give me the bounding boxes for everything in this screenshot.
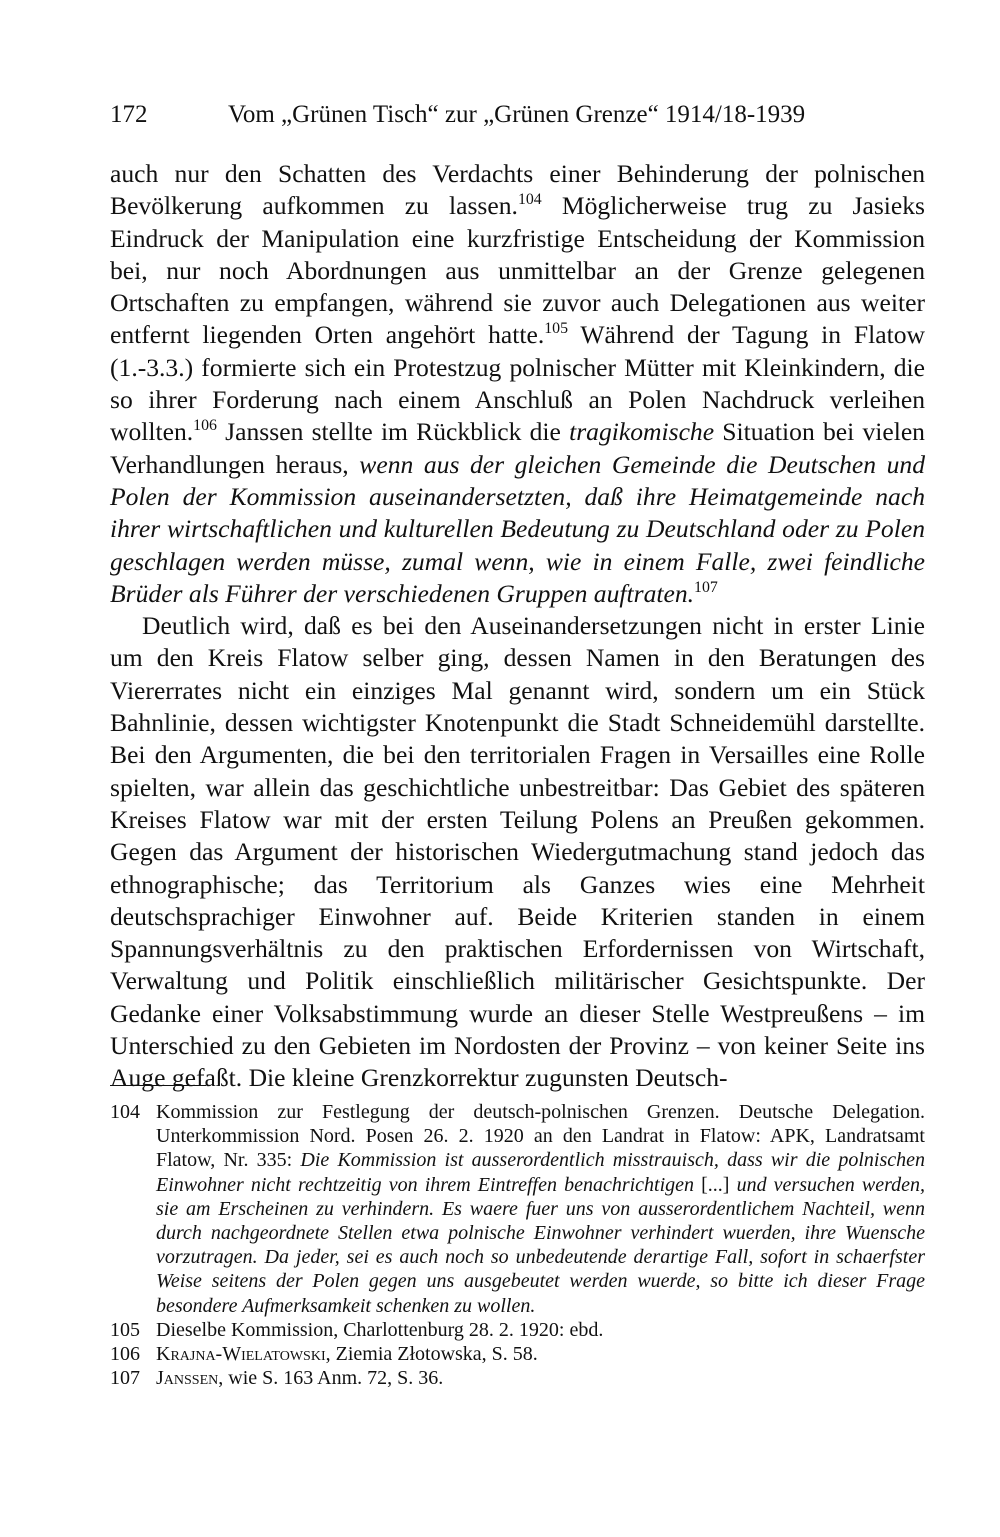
footnote-number: 105 bbox=[110, 1318, 140, 1341]
footnotes bbox=[110, 1100, 925, 1390]
text-run: Während der Tagung in Flatow (1.-3.3.) formierte sich ein Protestzug polnischer Mütter mit Kleinkindern, die so ihrer Forderung nach einem Anschluß an Polen Nachdruck verleihen wollten. bbox=[110, 320, 925, 447]
text-run: auch nur den Schatten des Verdachts einer Behinderung der polnischen Bevölkerung aufkommen zu lassen. bbox=[110, 159, 925, 221]
text-run: , Ziemia Złotowska, S. 58. bbox=[325, 1343, 538, 1366]
footnote-text bbox=[156, 1366, 925, 1390]
footnote-ref-104[interactable]: 104 bbox=[517, 191, 542, 209]
footnote-number: 107 bbox=[110, 1367, 140, 1390]
footnote-text: Dieselbe Kommission, Charlottenburg 28. 2. 1920: ebd. bbox=[156, 1318, 604, 1341]
running-header bbox=[110, 100, 900, 130]
footnote-text bbox=[156, 1342, 925, 1366]
text-run: Kommission zur Festlegung der deutsch-polnischen Grenzen. Deutsche Delegation. Unterkommission Nord. Posen 26. 2. 1920 an den Landrat in Flatow: APK, Landratsamt Flatow, Nr. 335: bbox=[156, 1101, 925, 1172]
footnote-106 bbox=[110, 1342, 925, 1366]
footnote-ref-106[interactable]: 106 bbox=[193, 417, 217, 435]
text-run: Situation bei vielen Verhandlungen heraus, bbox=[110, 417, 925, 479]
footnote-divider bbox=[110, 1085, 206, 1086]
text-run: Janssen stellte im Rückblick die bbox=[216, 417, 570, 447]
ellipsis: [...] bbox=[694, 1173, 737, 1196]
author-name: Janssen bbox=[156, 1367, 219, 1390]
footnote-text bbox=[156, 1100, 925, 1318]
italic-quote: wenn aus der gleichen Gemeinde die Deutschen und Polen der Kommission auseinandersetzten, daß ihre Heimatgemeinde nach ihrer wirtschaftlichen und kulturellen Bedeutung zu Deutschland oder zu Polen geschlagen werden müsse, zumal wenn, wie in einem Falle, zwei feindliche Brüder als Führer der verschiedenen Gruppen auftraten. bbox=[110, 449, 926, 608]
paragraph-2: Deutlich wird, daß es bei den Auseinandersetzungen nicht in erster Linie um den Kreis Flatow selber ging, dessen Namen in den Beratungen des Viererrates nicht ein einziges Mal genannt wird, sondern um ein Stück Bahnlinie, dessen wichtigster Knotenpunkt die Stadt Schneidemühl darstellte. Bei den Argumenten, die bei den territorialen Fragen in Versailles eine Rolle spielten, war allein das geschichtliche unbestreitbar: Das Gebiet des späteren Kreises Flatow war mit der ersten Teilung Polens an Preußen gekommen. Gegen das Argument der historischen Wiedergutmachung stand jedoch das ethnographische; das Territorium als Ganzes wies eine Mehrheit deutschsprachiger Einwohner auf. Beide Kriterien standen in einem Spannungsverhältnis zu den praktischen Erfordernissen von Wirtschaft, Verwaltung und Politik einschließlich militärischer Gesichtspunkte. Der Gedanke einer Volksabstimmung wurde an dieser Stelle Westpreußens – im Unterschied zu den Gebieten im Nordosten der Provinz – von keiner Seite ins Auge gefaßt. Die kleine Grenzkorrektur zugunsten Deutsch- bbox=[110, 611, 925, 1093]
running-title: Vom „Grünen Tisch“ zur „Grünen Grenze“ 1914/18-1939 bbox=[228, 101, 806, 128]
footnote-ref-107[interactable]: 107 bbox=[694, 579, 718, 597]
footnote-number: 104 bbox=[110, 1101, 140, 1123]
footnote-105 bbox=[110, 1318, 925, 1342]
page-number: 172 bbox=[110, 101, 148, 128]
footnote-number: 106 bbox=[110, 1343, 140, 1366]
footnote-ref-105[interactable]: 105 bbox=[544, 320, 569, 338]
text-run: Möglicherweise trug zu Jasieks Eindruck der Manipulation eine kurzfristige Entscheidung der Kommission bei, nur noch Abordnungen aus unmittelbar an der Grenze gelegenen Ortschaften zu empfangen, während sie zuvor auch Delegationen aus weiter entfernt liegenden Orten angehört hatte. bbox=[110, 191, 926, 350]
italic-quote: und versuchen werden, sie am Erscheinen zu verhindern. Es waere fuer uns von ausserordentlichem Nachteil, wenn durch nachgeordnete Stellen etwa polnische Einwohner verhindert wuerden, ihre Wuensche vorzutragen. Da jeder, sei es auch noch so unbedeutende derartige Fall, sofort in schaerfster Weise seitens der Polen gegen uns ausgebeutet werden wuerde, so bitte ich dieser Frage besondere Aufmerksamkeit schenken zu wollen. bbox=[156, 1173, 925, 1317]
text-run: , wie S. 163 Anm. 72, S. 36. bbox=[218, 1367, 444, 1390]
paragraph-1 bbox=[110, 158, 925, 610]
italic-quote: Die Kommission ist ausserordentlich misstrauisch, dass wir die polnischen Einwohner nicht rechtzeitig von ihrem Eintreffen benachrichtigen bbox=[156, 1149, 925, 1196]
footnote-107 bbox=[110, 1366, 925, 1390]
footnote-104 bbox=[110, 1100, 925, 1318]
italic-run: tragikomische bbox=[569, 417, 715, 447]
main-text bbox=[110, 158, 925, 1095]
author-name: Krajna-Wielatowski bbox=[156, 1343, 326, 1366]
